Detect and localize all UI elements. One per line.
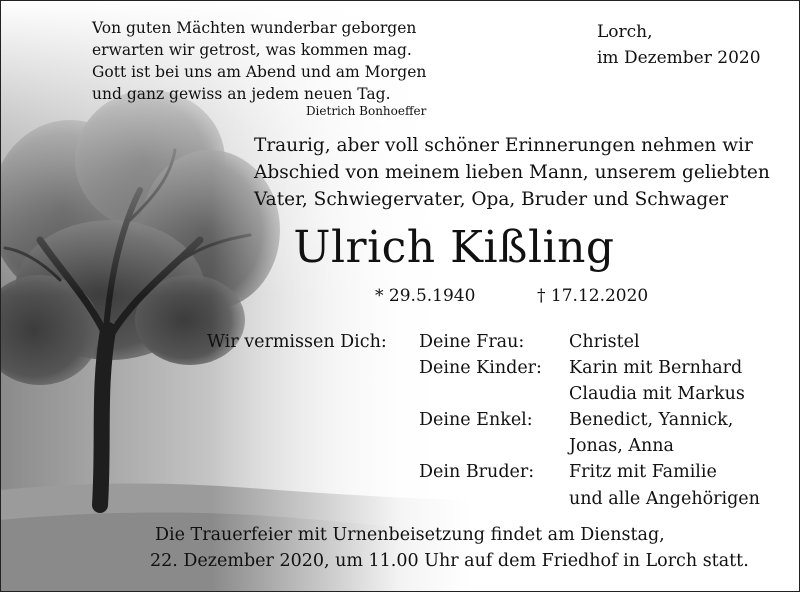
survivor-name: Jonas, Anna bbox=[569, 436, 674, 456]
intro-line: Vater, Schwiegervater, Opa, Bruder und Schwager bbox=[254, 189, 729, 210]
survivor-relation: Dein Bruder: bbox=[419, 462, 535, 482]
survivor-names bbox=[569, 459, 745, 485]
poem bbox=[92, 17, 426, 119]
closing-line: Die Trauerfeier mit Urnenbeisetzung findet am Dienstag, bbox=[155, 525, 665, 545]
survivor-relation: Deine Kinder: bbox=[419, 358, 542, 378]
survivor-name: Claudia mit Markus bbox=[569, 384, 745, 404]
survivors-list bbox=[207, 329, 745, 485]
survivor-row bbox=[207, 407, 745, 459]
survivor-names bbox=[569, 407, 745, 459]
birth-date: * 29.5.1940 bbox=[375, 286, 476, 306]
poem-line: Gott ist bei uns am Abend und am Morgen bbox=[92, 63, 427, 81]
survivor-names bbox=[569, 329, 745, 355]
survivor-relation: Deine Frau: bbox=[419, 332, 525, 352]
survivor-row bbox=[207, 459, 745, 485]
intro-line: Abschied von meinem lieben Mann, unserem geliebten bbox=[254, 162, 770, 183]
survivor-name: Benedict, Yannick, bbox=[569, 410, 734, 430]
deceased-name: Ulrich Kißling bbox=[293, 222, 615, 273]
intro-text bbox=[254, 132, 770, 213]
poem-line: Von guten Mächten wunderbar geborgen bbox=[92, 19, 417, 37]
poem-line: erwarten wir getrost, was kommen mag. bbox=[92, 41, 412, 59]
survivors-heading: Wir vermissen Dich: bbox=[207, 332, 387, 352]
place-city: Lorch, bbox=[597, 22, 653, 42]
survivor-row bbox=[207, 329, 745, 355]
poem-author: Dietrich Bonhoeffer bbox=[305, 104, 427, 118]
survivor-name: Fritz mit Familie bbox=[569, 462, 717, 482]
survivor-names bbox=[569, 355, 745, 407]
funeral-announcement bbox=[150, 522, 749, 574]
closing-line: 22. Dezember 2020, um 11.00 Uhr auf dem Friedhof in Lorch statt. bbox=[150, 551, 749, 571]
survivor-relation: Deine Enkel: bbox=[419, 410, 533, 430]
poem-line: und ganz gewiss an jedem neuen Tag. bbox=[92, 85, 391, 103]
survivor-name: Christel bbox=[569, 332, 640, 352]
survivor-name: Karin mit Bernhard bbox=[569, 358, 743, 378]
intro-line: Traurig, aber voll schöner Erinnerungen nehmen wir bbox=[254, 135, 753, 156]
notice-date: im Dezember 2020 bbox=[597, 48, 761, 68]
place-and-date bbox=[597, 19, 761, 71]
all-relatives: und alle Angehörigen bbox=[569, 489, 760, 509]
death-date: † 17.12.2020 bbox=[537, 286, 649, 306]
survivor-row bbox=[207, 355, 745, 407]
